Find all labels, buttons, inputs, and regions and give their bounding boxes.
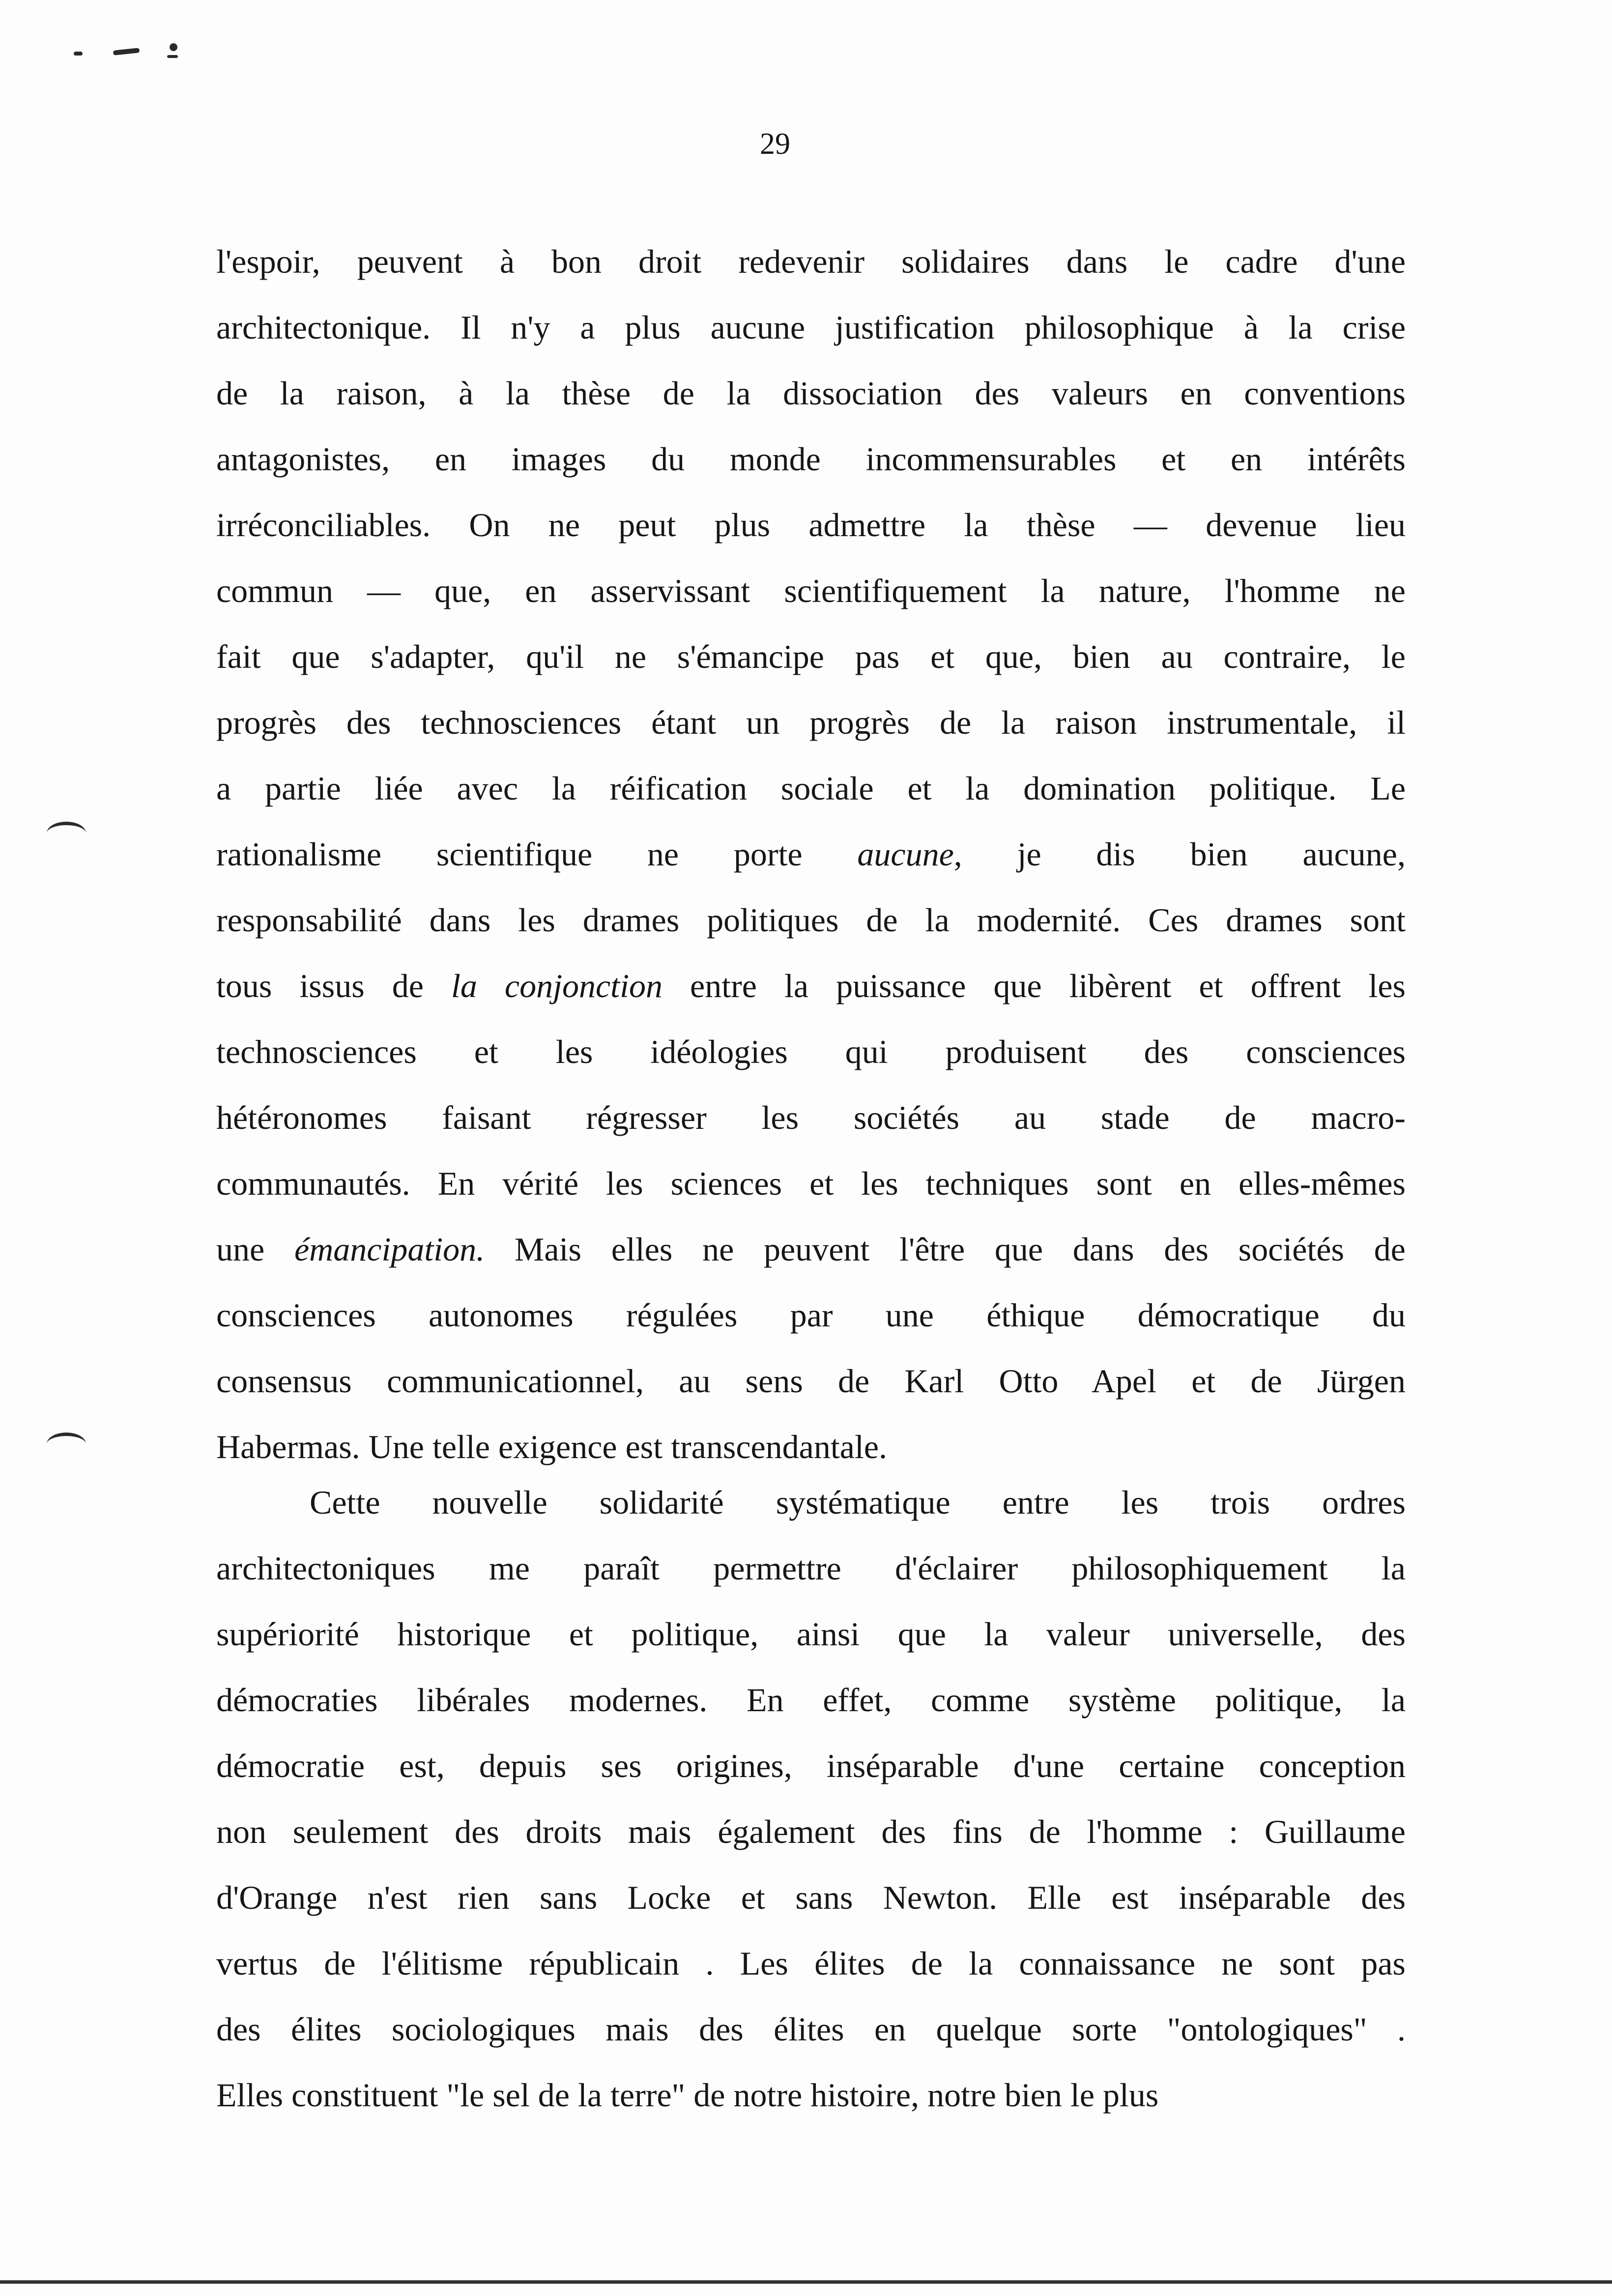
scan-artifact bbox=[113, 48, 140, 56]
text-run: entre la puissance que libèrent et offrent les bbox=[662, 967, 1406, 1004]
text-line bbox=[216, 426, 1406, 492]
text-line bbox=[216, 2062, 1406, 2128]
text-line bbox=[216, 1085, 1406, 1150]
text-line bbox=[216, 1996, 1406, 2062]
text-line bbox=[216, 1865, 1406, 1930]
text-run: Cette nouvelle solidarité systématique entre les trois ordres bbox=[310, 1484, 1406, 1521]
text-line bbox=[216, 887, 1406, 953]
text-line bbox=[216, 1535, 1406, 1601]
text-run: tous issus de bbox=[216, 967, 451, 1004]
italic-text: aucune bbox=[857, 835, 954, 873]
text-run: fait que s'adapter, qu'il ne s'émancipe pas et que, bien au contraire, le bbox=[216, 638, 1406, 675]
text-line bbox=[216, 755, 1406, 821]
text-run: communautés. En vérité les sciences et les techniques sont en elles-mêmes bbox=[216, 1165, 1406, 1202]
text-run: a partie liée avec la réification sociale et la domination politique. Le bbox=[216, 770, 1406, 807]
text-line bbox=[216, 1667, 1406, 1733]
scan-artifact bbox=[170, 43, 177, 51]
paragraph-1 bbox=[216, 229, 1406, 1480]
text-run: antagonistes, en images du monde incommensurables et en intérêts bbox=[216, 440, 1406, 478]
text-line bbox=[216, 1150, 1406, 1216]
text-run: consensus communicationnel, au sens de Karl Otto Apel et de Jürgen bbox=[216, 1362, 1406, 1400]
text-run: hétéronomes faisant régresser les sociétés au stade de macro- bbox=[216, 1099, 1406, 1136]
text-run: non seulement des droits mais également des fins de l'homme : Guillaume bbox=[216, 1813, 1406, 1850]
text-line bbox=[216, 1282, 1406, 1348]
text-run: vertus de l'élitisme républicain . Les élites de la connaissance ne sont pas bbox=[216, 1945, 1406, 1982]
text-run: l'espoir, peuvent à bon droit redevenir solidaires dans le cadre d'une bbox=[216, 243, 1406, 280]
paragraph-2 bbox=[216, 1469, 1406, 2128]
text-line bbox=[216, 953, 1406, 1019]
text-line bbox=[216, 1733, 1406, 1799]
text-line bbox=[216, 1799, 1406, 1865]
text-line bbox=[216, 1601, 1406, 1667]
text-run: de la raison, à la thèse de la dissociation des valeurs en conventions bbox=[216, 374, 1406, 412]
text-run: d'Orange n'est rien sans Locke et sans Newton. Elle est inséparable des bbox=[216, 1879, 1406, 1916]
text-run: architectoniques me paraît permettre d'éclairer philosophiquement la bbox=[216, 1550, 1406, 1587]
text-run: Mais elles ne peuvent l'être que dans des sociétés de bbox=[485, 1231, 1406, 1268]
text-run: responsabilité dans les drames politiques de la modernité. Ces drames sont bbox=[216, 901, 1406, 939]
text-run: , je dis bien aucune, bbox=[953, 835, 1406, 873]
text-run: démocratie est, depuis ses origines, inséparable d'une certaine conception bbox=[216, 1747, 1406, 1784]
text-line bbox=[216, 1930, 1406, 1996]
text-run: irréconciliables. On ne peut plus admettre la thèse — devenue lieu bbox=[216, 506, 1406, 544]
text-run: architectonique. Il n'y a plus aucune justification philosophique à la crise bbox=[216, 309, 1406, 346]
text-line bbox=[216, 821, 1406, 887]
scan-artifact bbox=[167, 55, 178, 58]
page-number: 29 bbox=[760, 127, 790, 161]
text-run: rationalisme scientifique ne porte bbox=[216, 835, 858, 873]
text-line bbox=[216, 624, 1406, 689]
text-run: démocraties libérales modernes. En effet, comme système politique, la bbox=[216, 1681, 1406, 1719]
text-run: progrès des technosciences étant un progrès de la raison instrumentale, il bbox=[216, 704, 1406, 741]
text-line bbox=[216, 1348, 1406, 1414]
text-line bbox=[216, 1216, 1406, 1282]
text-line bbox=[216, 294, 1406, 360]
text-line bbox=[216, 360, 1406, 426]
text-run: commun — que, en asservissant scientifiquement la nature, l'homme ne bbox=[216, 572, 1406, 609]
text-run: Elles constituent "le sel de la terre" de notre histoire, notre bien le plus bbox=[216, 2076, 1159, 2114]
bottom-scan-edge bbox=[0, 2280, 1612, 2284]
text-run: des élites sociologiques mais des élites en quelque sorte "ontologiques" . bbox=[216, 2010, 1406, 2048]
text-run: consciences autonomes régulées par une éthique démocratique du bbox=[216, 1296, 1406, 1334]
margin-mark bbox=[47, 822, 86, 845]
text-line bbox=[216, 1019, 1406, 1085]
text-run: technosciences et les idéologies qui produisent des consciences bbox=[216, 1033, 1406, 1070]
text-line bbox=[216, 1469, 1406, 1535]
text-run: Habermas. Une telle exigence est transcendantale. bbox=[216, 1428, 888, 1465]
text-line bbox=[216, 558, 1406, 624]
scan-artifact bbox=[74, 52, 83, 56]
text-line bbox=[216, 689, 1406, 755]
text-line bbox=[216, 492, 1406, 558]
margin-mark bbox=[47, 1433, 86, 1456]
text-run: une bbox=[216, 1231, 294, 1268]
italic-text: la conjonction bbox=[451, 967, 662, 1004]
text-run: supériorité historique et politique, ainsi que la valeur universelle, des bbox=[216, 1615, 1406, 1653]
italic-text: émancipation. bbox=[294, 1231, 485, 1268]
text-line bbox=[216, 229, 1406, 294]
